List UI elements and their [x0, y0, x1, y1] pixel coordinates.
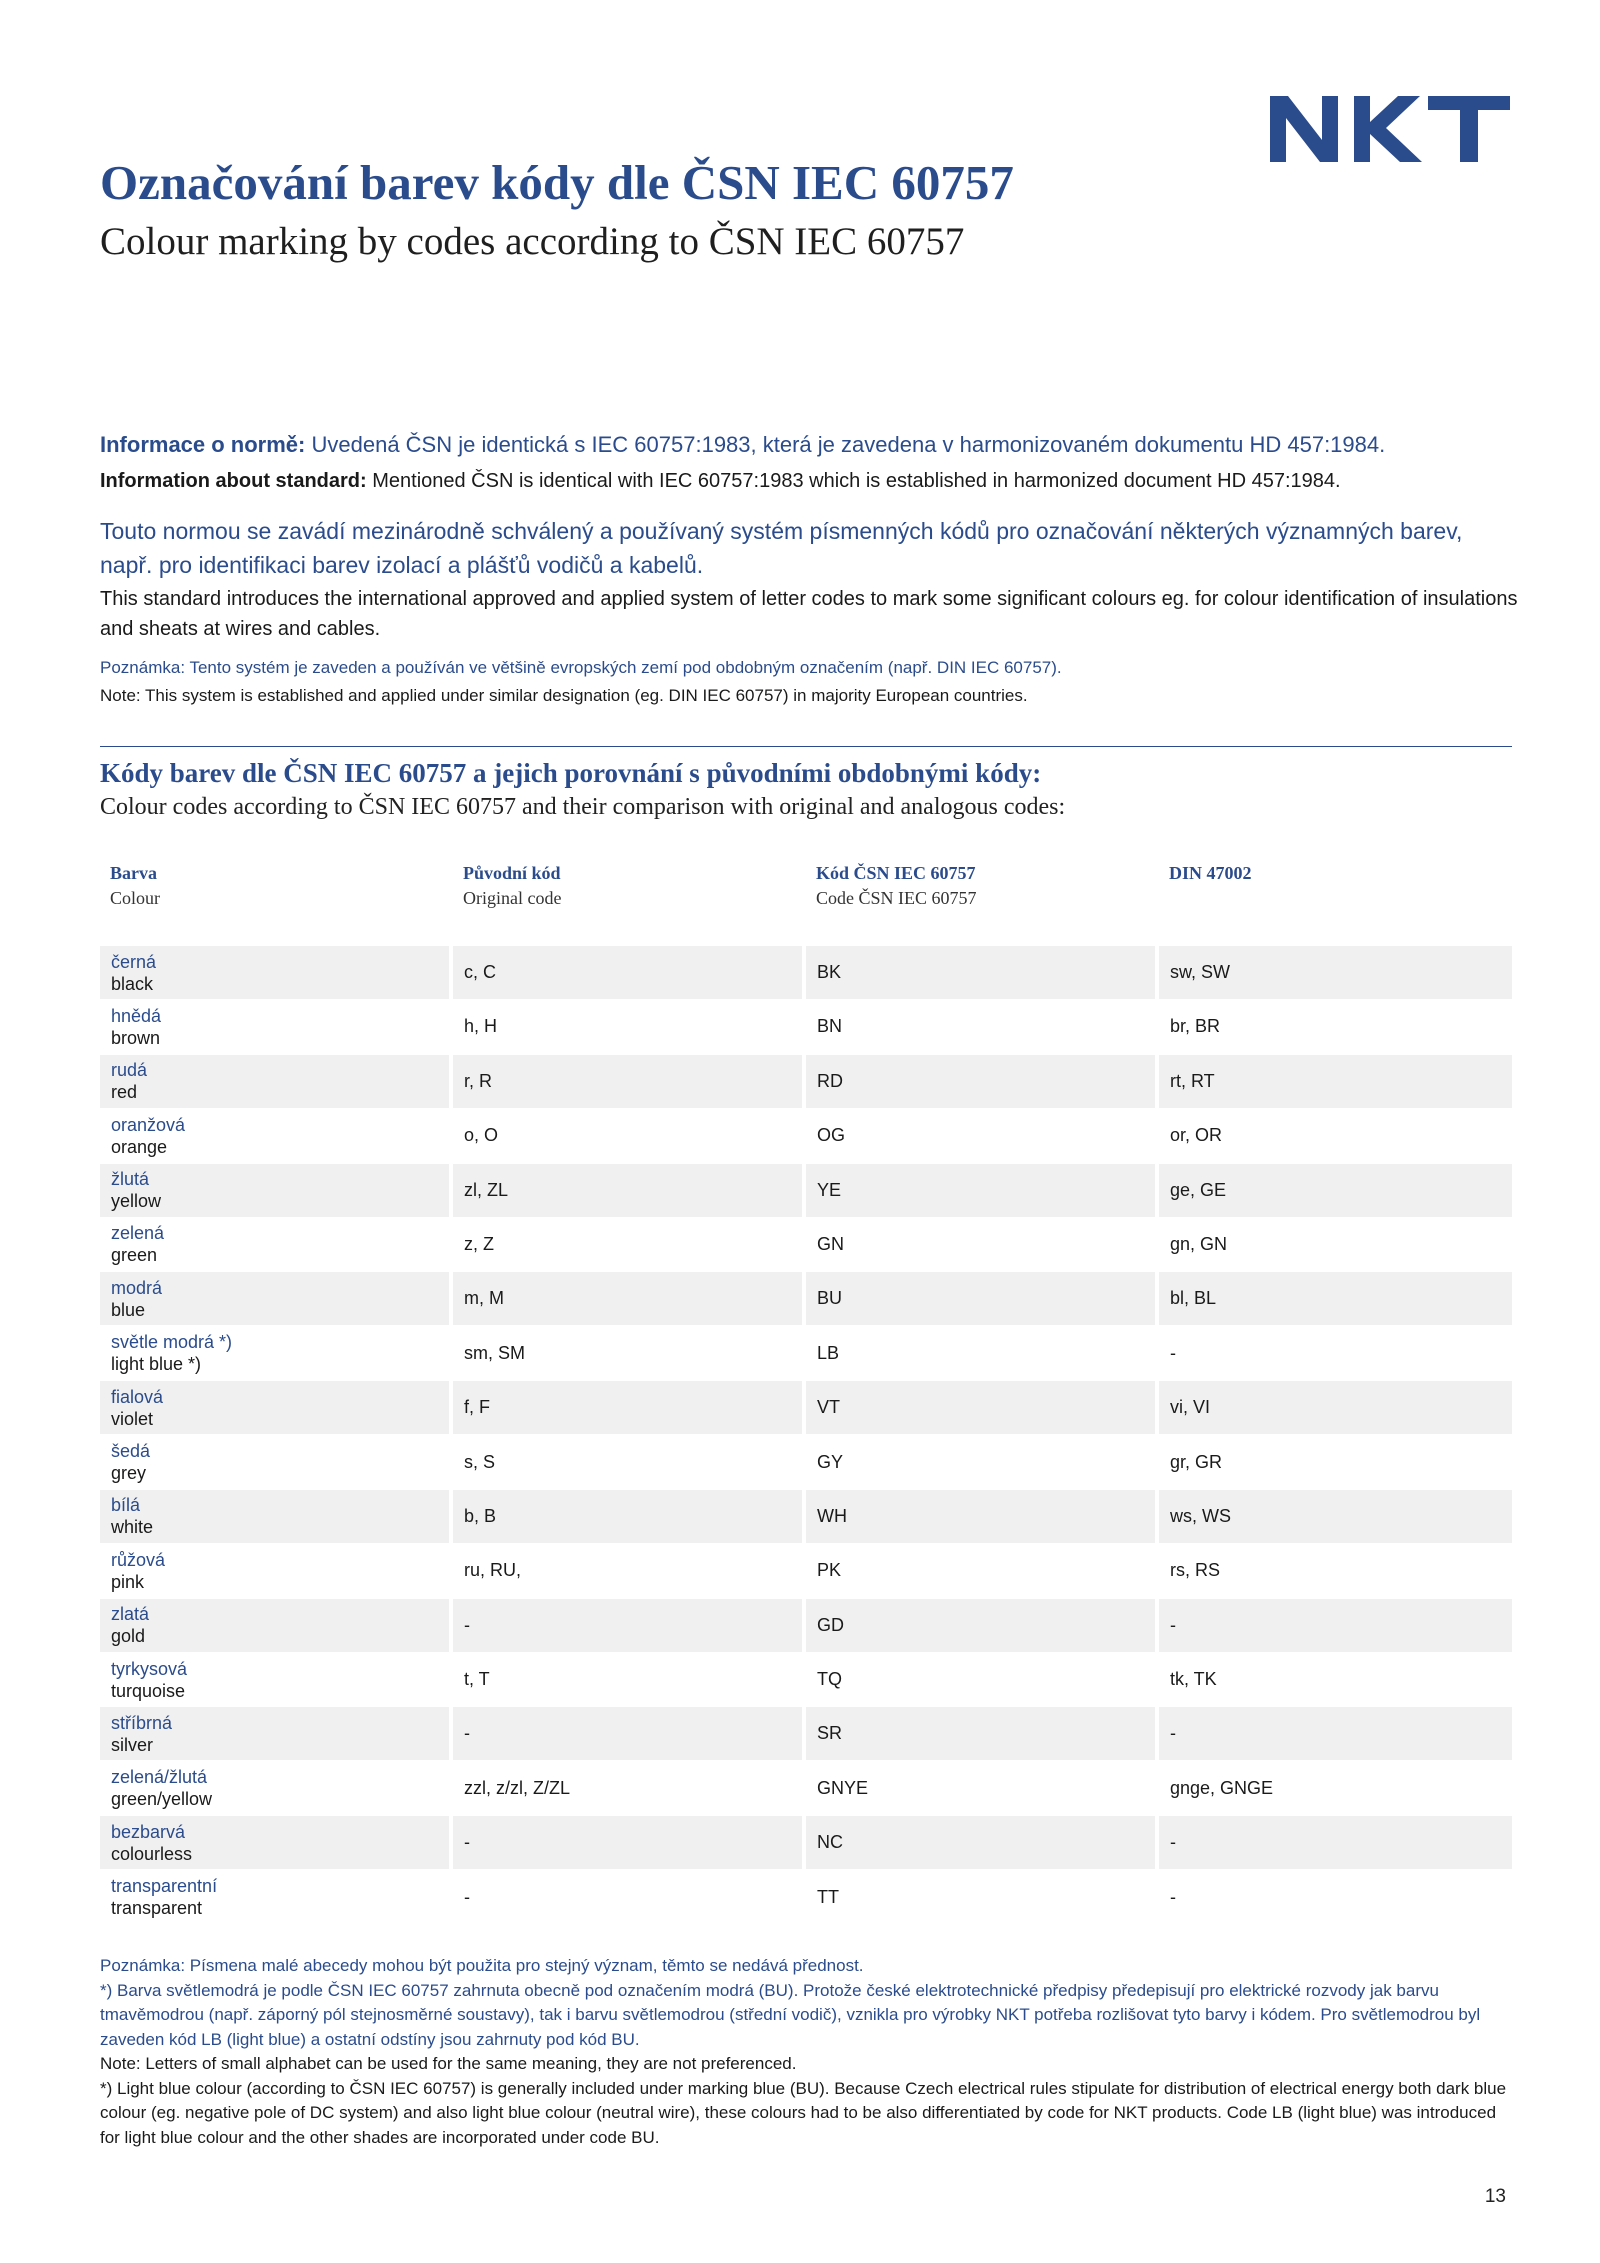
page-title: Označování barev kódy dle ČSN IEC 60757: [100, 155, 1014, 210]
cell-original-code: r, R: [453, 1055, 802, 1108]
cell-colour: [100, 1272, 449, 1325]
cell-din-code: ws, WS: [1159, 1490, 1512, 1543]
cell-original-code: -: [453, 1707, 802, 1760]
colour-name-en: yellow: [111, 1191, 162, 1212]
colour-name-cz: tyrkysová: [111, 1658, 188, 1679]
colour-name-en: transparent: [111, 1898, 203, 1919]
nkt-logo: [1270, 96, 1510, 162]
cell-din-code: rt, RT: [1159, 1055, 1512, 1108]
header-colour-cz: Barva: [110, 863, 157, 883]
cell-colour: [100, 1109, 449, 1162]
table-row: [100, 1599, 1512, 1652]
colour-name-en: light blue *): [111, 1354, 202, 1375]
note-cz: Poznámka: Tento systém je zaveden a používán ve většině evropských zemí pod obdobným označením (např. DIN IEC 60757).: [100, 658, 1062, 677]
table-body: [100, 946, 1512, 1924]
colour-name-en: brown: [111, 1027, 161, 1048]
colour-name-cz: růžová: [111, 1549, 166, 1570]
colour-name-en: black: [111, 973, 154, 994]
cell-original-code: s, S: [453, 1436, 802, 1489]
cell-colour: [100, 1381, 449, 1434]
cell-colour: [100, 1599, 449, 1652]
table-row: [100, 946, 1512, 999]
cell-original-code: h, H: [453, 1000, 802, 1053]
cell-iec-code: BN: [806, 1000, 1155, 1053]
cell-din-code: -: [1159, 1327, 1512, 1380]
table-row: [100, 1871, 1512, 1924]
cell-colour: [100, 1762, 449, 1815]
intro-paragraph-cz: Touto normou se zavádí mezinárodně schválený a používaný systém písmenných kódů pro označování některých významných barev, např. pro identifikaci barev izolací a plášťů vodičů a kabelů.: [100, 518, 1463, 578]
footnote-cz-2: *) Barva světlemodrá je podle ČSN IEC 60757 zahrnuta obecně pod označením modrá (BU). Protože české elektrotechnické předpisy předepisují pro elektrické rozvody jak barvu tmavěmodrou (např. záporný pól stejnosměrné soustavy), tak i barvu světlemodrou (střední vodič), vznikla pro výrobky NKT potřeba rozlišovat tyto barvy i kódem. Pro světlemodrou byl zaveden kód LB (light blue) a ostatní odstíny jsou zahrnuty pod kód BU.: [100, 1980, 1481, 2049]
colour-name-cz: žlutá: [111, 1169, 150, 1190]
intro-paragraph-en: This standard introduces the international approved and applied system of letter codes to mark some significant colours eg. for colour identification of insulations and sheats at wires and cables.: [100, 588, 1518, 640]
colour-name-cz: modrá: [111, 1277, 163, 1298]
cell-iec-code: LB: [806, 1327, 1155, 1380]
standard-info-en-text: Mentioned ČSN is identical with IEC 60757:1983 which is established in harmonized document HD 457:1984.: [366, 470, 1341, 492]
colour-name-cz: stříbrná: [111, 1712, 173, 1733]
colour-name-en: pink: [111, 1571, 145, 1592]
colour-name-en: blue: [111, 1299, 146, 1320]
table-row: [100, 1816, 1512, 1869]
cell-iec-code: OG: [806, 1109, 1155, 1162]
standard-info-cz-label: Informace o normě:: [100, 432, 306, 457]
cell-din-code: rs, RS: [1159, 1544, 1512, 1597]
cell-din-code: gn, GN: [1159, 1218, 1512, 1271]
table-row: [100, 1272, 1512, 1325]
cell-iec-code: YE: [806, 1164, 1155, 1217]
header-iec-code-en: Code ČSN IEC 60757: [816, 888, 977, 908]
cell-original-code: t, T: [453, 1653, 802, 1706]
cell-iec-code: NC: [806, 1816, 1155, 1869]
cell-din-code: gr, GR: [1159, 1436, 1512, 1489]
cell-iec-code: GD: [806, 1599, 1155, 1652]
cell-iec-code: TT: [806, 1871, 1155, 1924]
table-row: [100, 1707, 1512, 1760]
standard-info-cz: [100, 432, 1520, 458]
colour-codes-table: [100, 858, 1512, 1924]
cell-din-code: -: [1159, 1816, 1512, 1869]
cell-colour: [100, 1871, 449, 1924]
colour-name-en: violet: [111, 1408, 154, 1429]
cell-colour: [100, 1327, 449, 1380]
colour-name-en: orange: [111, 1136, 168, 1157]
colour-name-cz: oranžová: [111, 1114, 186, 1135]
colour-name-en: grey: [111, 1463, 147, 1484]
cell-colour: [100, 1653, 449, 1706]
table-row: [100, 1327, 1512, 1380]
cell-original-code: zzl, z/zl, Z/ZL: [453, 1762, 802, 1815]
colour-name-en: green/yellow: [111, 1789, 213, 1810]
cell-original-code: f, F: [453, 1381, 802, 1434]
header-iec-code: [806, 858, 1159, 934]
table-row: [100, 1164, 1512, 1217]
colour-name-en: red: [111, 1082, 138, 1103]
cell-colour: [100, 1816, 449, 1869]
cell-colour: [100, 1055, 449, 1108]
header-din: [1159, 858, 1512, 934]
colour-name-en: gold: [111, 1626, 146, 1647]
cell-din-code: vi, VI: [1159, 1381, 1512, 1434]
cell-iec-code: GN: [806, 1218, 1155, 1271]
cell-iec-code: BU: [806, 1272, 1155, 1325]
colour-name-cz: zlatá: [111, 1604, 150, 1625]
cell-original-code: b, B: [453, 1490, 802, 1543]
page-number: 13: [1484, 2186, 1506, 2207]
colour-name-cz: hnědá: [111, 1005, 162, 1026]
footnotes: [100, 1954, 1520, 2150]
footnote-en-2: *) Light blue colour (according to ČSN IEC 60757) is generally included under marking blue (BU). Because Czech electrical rules stipulate for distribution of electrical energy both dark blue colour (eg. negative pole of DC system) and also light blue colour (neutral wire), these colours had to be also differentiated by code for NKT products. Code LB (light blue) was introduced for light blue colour and the other shades are incorporated under code BU.: [100, 2078, 1507, 2147]
note-en: Note: This system is established and applied under similar designation (eg. DIN IEC 60757) in majority European countries.: [100, 686, 1028, 705]
standard-info-en-label: Information about standard:: [100, 470, 367, 492]
table-row: [100, 1109, 1512, 1162]
cell-colour: [100, 1707, 449, 1760]
cell-original-code: -: [453, 1871, 802, 1924]
header-din-label: DIN 47002: [1169, 863, 1252, 883]
standard-info-en: [100, 470, 1520, 493]
header-original-code: [453, 858, 806, 934]
colour-name-cz: fialová: [111, 1386, 164, 1407]
colour-name-en: silver: [111, 1734, 154, 1755]
table-row: [100, 1218, 1512, 1271]
cell-din-code: or, OR: [1159, 1109, 1512, 1162]
colour-name-cz: zelená: [111, 1223, 165, 1244]
section-title-en: Colour codes according to ČSN IEC 60757 and their comparison with original and analogous codes:: [100, 794, 1066, 820]
cell-iec-code: VT: [806, 1381, 1155, 1434]
header-iec-code-cz: Kód ČSN IEC 60757: [816, 863, 976, 883]
cell-din-code: sw, SW: [1159, 946, 1512, 999]
cell-iec-code: SR: [806, 1707, 1155, 1760]
colour-name-cz: bílá: [111, 1495, 141, 1516]
table-row: [100, 1055, 1512, 1108]
cell-din-code: -: [1159, 1871, 1512, 1924]
cell-din-code: bl, BL: [1159, 1272, 1512, 1325]
cell-original-code: z, Z: [453, 1218, 802, 1271]
cell-din-code: -: [1159, 1707, 1512, 1760]
colour-name-cz: šedá: [111, 1441, 151, 1462]
section-title-cz: Kódy barev dle ČSN IEC 60757 a jejich porovnání s původními obdobnými kódy:: [100, 758, 1042, 788]
colour-name-en: turquoise: [111, 1680, 186, 1701]
table-row: [100, 1544, 1512, 1597]
cell-din-code: ge, GE: [1159, 1164, 1512, 1217]
cell-din-code: gnge, GNGE: [1159, 1762, 1512, 1815]
footnote-en-1: Note: Letters of small alphabet can be used for the same meaning, they are not preferenced.: [100, 2054, 797, 2073]
header-original-code-cz: Původní kód: [463, 863, 561, 883]
table-row: [100, 1490, 1512, 1543]
cell-din-code: tk, TK: [1159, 1653, 1512, 1706]
table-row: [100, 1381, 1512, 1434]
cell-din-code: -: [1159, 1599, 1512, 1652]
header-colour-en: Colour: [110, 888, 161, 908]
cell-iec-code: TQ: [806, 1653, 1155, 1706]
cell-iec-code: GNYE: [806, 1762, 1155, 1815]
header-original-code-en: Original code: [463, 888, 562, 908]
section-divider: [100, 746, 1512, 747]
standard-info-cz-text: Uvedená ČSN je identická s IEC 60757:1983, která je zavedena v harmonizovaném dokumentu HD 457:1984.: [305, 432, 1386, 457]
colour-name-cz: transparentní: [111, 1876, 218, 1897]
cell-colour: [100, 1164, 449, 1217]
colour-name-en: colourless: [111, 1843, 193, 1864]
cell-original-code: m, M: [453, 1272, 802, 1325]
page-subtitle: Colour marking by codes according to ČSN IEC 60757: [100, 220, 965, 263]
cell-colour: [100, 1490, 449, 1543]
cell-iec-code: WH: [806, 1490, 1155, 1543]
cell-iec-code: PK: [806, 1544, 1155, 1597]
cell-iec-code: BK: [806, 946, 1155, 999]
cell-iec-code: GY: [806, 1436, 1155, 1489]
table-row: [100, 1436, 1512, 1489]
cell-colour: [100, 946, 449, 999]
cell-din-code: br, BR: [1159, 1000, 1512, 1053]
cell-original-code: o, O: [453, 1109, 802, 1162]
footnote-cz-1: Poznámka: Písmena malé abecedy mohou být použita pro stejný význam, těmto se nedává přednost.: [100, 1956, 864, 1975]
colour-name-en: green: [111, 1245, 158, 1266]
cell-iec-code: RD: [806, 1055, 1155, 1108]
cell-colour: [100, 1436, 449, 1489]
cell-original-code: zl, ZL: [453, 1164, 802, 1217]
cell-original-code: c, C: [453, 946, 802, 999]
cell-original-code: -: [453, 1599, 802, 1652]
colour-name-cz: černá: [111, 951, 157, 972]
colour-name-cz: zelená/žlutá: [111, 1767, 208, 1788]
cell-original-code: -: [453, 1816, 802, 1869]
cell-original-code: sm, SM: [453, 1327, 802, 1380]
colour-name-cz: bezbarvá: [111, 1821, 186, 1842]
header-colour: [100, 858, 453, 934]
cell-original-code: ru, RU,: [453, 1544, 802, 1597]
cell-colour: [100, 1544, 449, 1597]
table-row: [100, 1653, 1512, 1706]
table-row: [100, 1762, 1512, 1815]
table-row: [100, 1000, 1512, 1053]
colour-name-en: white: [111, 1517, 154, 1538]
colour-name-cz: světle modrá *): [111, 1332, 233, 1353]
cell-colour: [100, 1000, 449, 1053]
table-header: [100, 858, 1512, 934]
colour-name-cz: rudá: [111, 1060, 148, 1081]
cell-colour: [100, 1218, 449, 1271]
